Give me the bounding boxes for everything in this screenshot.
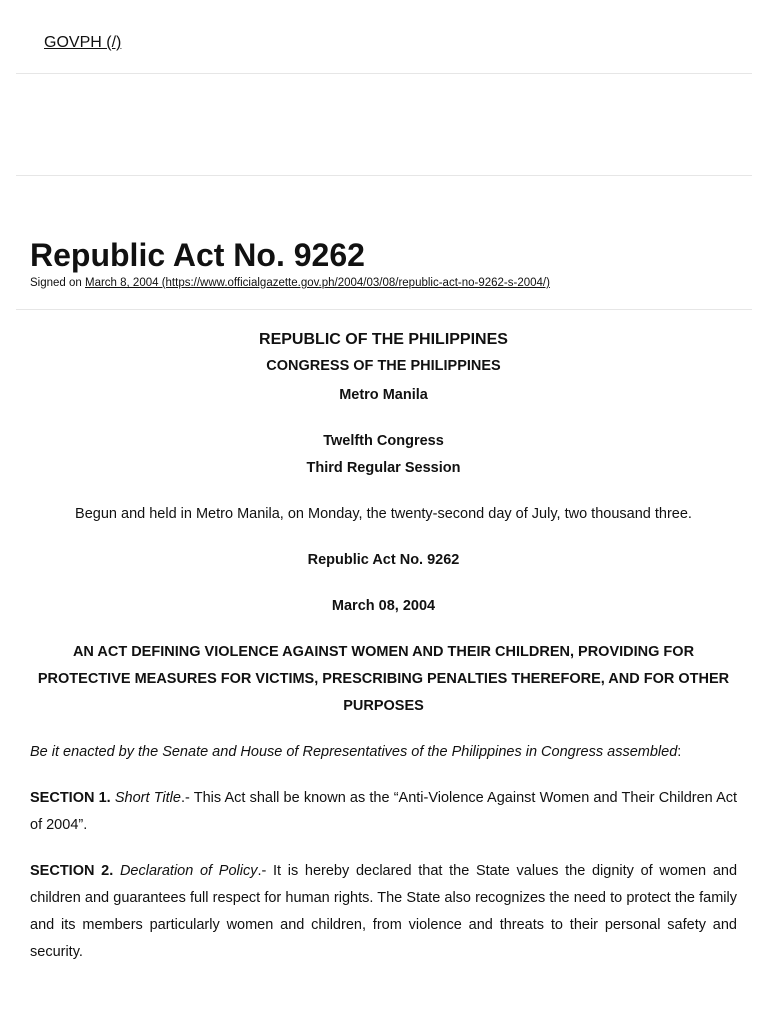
section-2 bbox=[30, 858, 737, 966]
congress-heading: CONGRESS OF THE PHILIPPINES bbox=[266, 358, 501, 374]
signed-prefix: Signed on bbox=[30, 277, 85, 289]
top-navigation-bar bbox=[16, 0, 752, 74]
act-title: AN ACT DEFINING VIOLENCE AGAINST WOMEN AND THEIR CHILDREN, PROVIDING FOR PROTECTIVE MEASURES FOR VICTIMS, PRESCRIBING PENALTIES THEREFORE, AND FOR OTHER PURPOSES bbox=[37, 644, 730, 714]
section-2-label: SECTION 2. bbox=[30, 863, 114, 879]
section-1-label: SECTION 1. bbox=[30, 790, 111, 806]
act-date: March 08, 2004 bbox=[331, 598, 436, 614]
congress-number: Twelfth Congress bbox=[323, 433, 444, 449]
location-heading: Metro Manila bbox=[339, 387, 428, 403]
page-title: Republic Act No. 9262 bbox=[30, 237, 365, 273]
signed-date-link[interactable]: March 8, 2004 (https://www.officialgazette.gov.ph/2004/03/08/republic-act-no-9262-s-2004/) bbox=[85, 277, 550, 289]
signed-date-line bbox=[30, 276, 550, 290]
enacting-clause-colon: : bbox=[677, 744, 682, 760]
section-1 bbox=[30, 785, 737, 839]
section-1-text: .- This Act shall be known as the “Anti-Violence Against Women and Their Children Act of 2004”. bbox=[30, 790, 738, 833]
act-number: Republic Act No. 9262 bbox=[307, 552, 460, 568]
section-1-heading: Short Title bbox=[114, 790, 181, 806]
session-name: Third Regular Session bbox=[306, 460, 461, 476]
govph-home-link[interactable]: GOVPH (/) bbox=[44, 34, 122, 51]
republic-heading: REPUBLIC OF THE PHILIPPINES bbox=[259, 331, 508, 348]
section-2-heading: Declaration of Policy bbox=[119, 863, 258, 879]
document-body bbox=[30, 326, 737, 966]
begun-statement: Begun and held in Metro Manila, on Monday, the twenty-second day of July, two thousand three. bbox=[75, 506, 692, 522]
article-header bbox=[16, 176, 752, 310]
banner-area bbox=[16, 74, 752, 176]
enacting-clause bbox=[30, 739, 737, 766]
section-2-text: .- It is hereby declared that the State values the dignity of women and children and guarantees full respect for human rights. The State also recognizes the need to protect the family and its members particularly women and children, from violence and threats to their personal safety and security. bbox=[30, 863, 738, 960]
enacting-clause-text: Be it enacted by the Senate and House of Representatives of the Philippines in Congress assembled bbox=[30, 744, 678, 760]
